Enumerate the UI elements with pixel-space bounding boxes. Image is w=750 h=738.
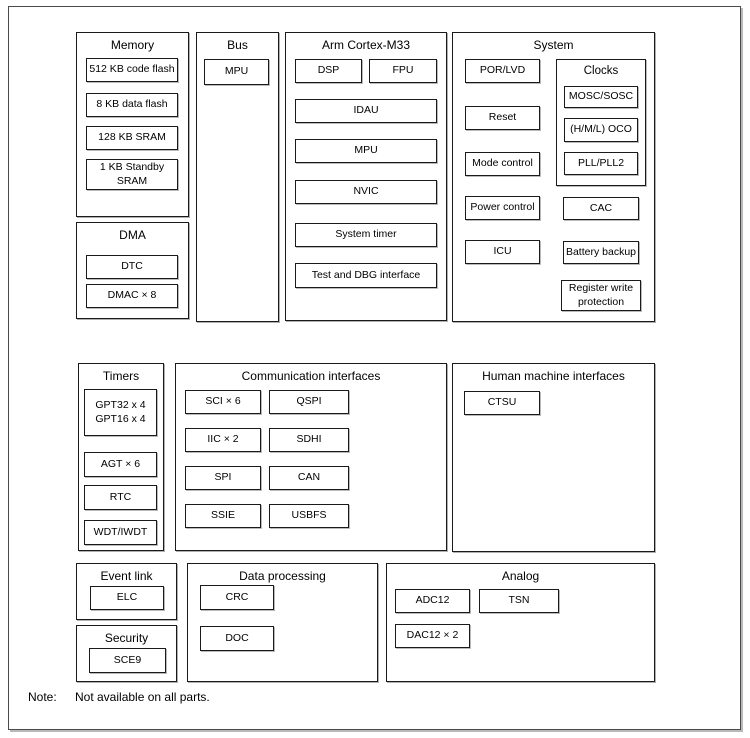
box-crc: CRC [200,585,274,610]
group-analog [386,563,655,682]
group-arm-cortex-m33 [285,32,447,321]
box-hml-oco: (H/M/L) OCO [564,118,638,142]
box-wdt-iwdt: WDT/IWDT [84,520,157,545]
group-dma-title: DMA [119,228,146,242]
box-dac12: DAC12 × 2 [395,624,470,648]
group-memory [76,32,189,217]
box-mode-control: Mode control [465,152,540,176]
box-power-control: Power control [465,196,540,220]
box-dmac: DMAC × 8 [86,284,178,308]
group-timers-title: Timers [102,369,140,383]
box-pll-pll2: PLL/PLL2 [564,152,638,175]
group-dma [76,222,189,319]
subgroup-clocks-title: Clocks [583,65,619,77]
footnote-text: Not available on all parts. [75,690,210,704]
box-ctsu: CTSU [464,391,540,415]
box-cac: CAC [563,197,639,220]
box-iic: IIC × 2 [185,428,261,452]
box-register-write-protection: Register write protection [561,280,641,311]
subgroup-clocks [556,59,646,186]
box-sdhi: SDHI [269,428,349,452]
box-qspi: QSPI [269,390,349,414]
group-communication-interfaces [175,363,447,551]
box-nvic: NVIC [295,180,437,204]
box-ssie: SSIE [185,504,261,528]
group-event-link-title: Event link [100,569,153,583]
box-sci: SCI × 6 [185,390,261,414]
box-can: CAN [269,466,349,490]
box-dsp: DSP [295,59,362,83]
box-spi: SPI [185,466,261,490]
group-timers [78,363,164,551]
box-dtc: DTC [86,255,178,279]
group-event-link [76,563,177,620]
box-data-flash: 8 KB data flash [86,93,178,117]
box-test-dbg-interface: Test and DBG interface [295,263,437,288]
group-system [452,32,655,322]
group-comm-title: Communication interfaces [241,369,381,383]
group-data-processing-title: Data processing [239,569,326,583]
box-standby-sram: 1 KB Standby SRAM [86,159,178,190]
box-battery-backup: Battery backup [563,241,639,264]
group-security-title: Security [104,631,149,645]
box-code-flash: 512 KB code flash [86,58,178,82]
box-system-timer: System timer [295,223,437,247]
box-cortex-mpu: MPU [295,139,437,163]
box-gpt [84,389,157,436]
group-analog-title: Analog [501,569,540,583]
box-sram: 128 KB SRAM [86,126,178,150]
box-adc12: ADC12 [395,589,470,613]
box-reset: Reset [465,106,540,130]
box-agt: AGT × 6 [84,452,157,477]
group-system-title: System [533,38,574,52]
group-cortex-title: Arm Cortex-M33 [321,38,410,52]
group-security [76,625,177,682]
gpt32-label: GPT32 x 4 [95,399,146,412]
box-por-lvd: POR/LVD [465,59,540,83]
box-bus-mpu: MPU [204,59,269,85]
group-data-processing [187,563,378,682]
group-human-machine-interfaces [452,363,655,552]
box-usbfs: USBFS [269,504,349,528]
footnote-label: Note: [28,690,57,704]
box-fpu: FPU [369,59,437,83]
group-memory-title: Memory [110,38,155,52]
box-rtc: RTC [84,485,157,510]
box-idau: IDAU [295,99,437,123]
box-elc: ELC [90,586,164,610]
box-icu: ICU [465,240,540,264]
group-bus-title: Bus [227,38,248,52]
gpt16-label: GPT16 x 4 [95,412,146,425]
box-doc: DOC [200,626,274,651]
box-tsn: TSN [479,589,559,613]
group-hmi-title: Human machine interfaces [482,369,625,383]
box-mosc-sosc: MOSC/SOSC [564,86,638,108]
box-sce9: SCE9 [89,648,166,673]
group-bus [196,32,279,322]
